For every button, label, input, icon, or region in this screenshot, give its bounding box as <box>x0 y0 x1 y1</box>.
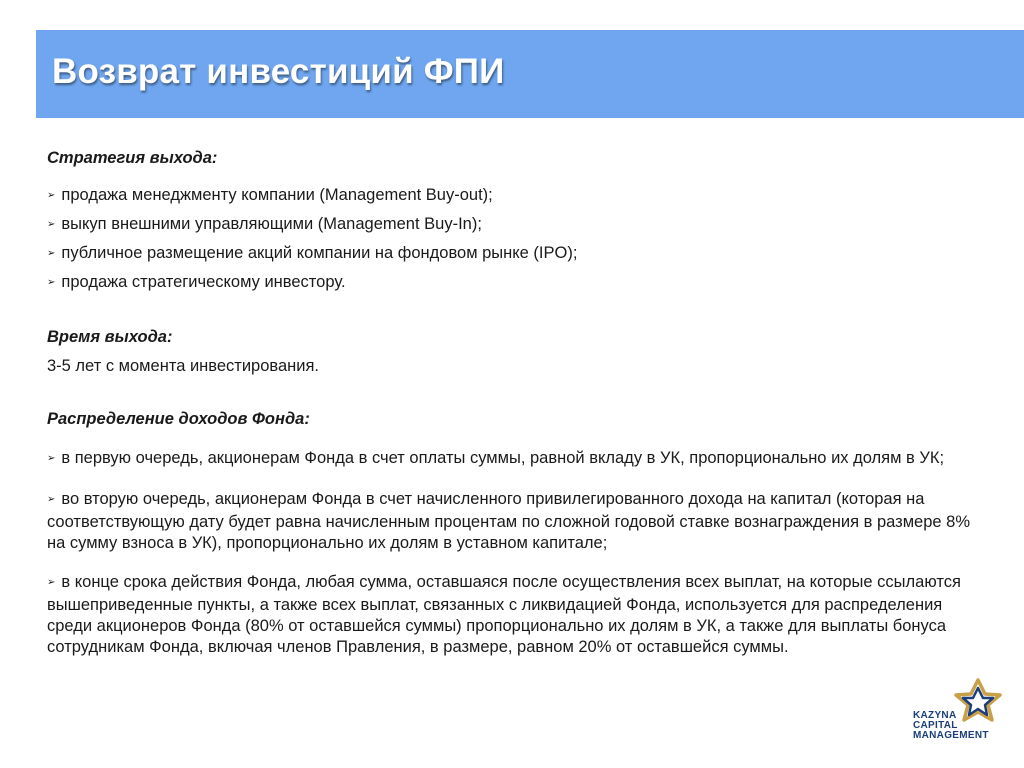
exit-strategy-list <box>47 185 982 295</box>
exit-time-heading: Время выхода: <box>47 328 173 346</box>
exit-time-text: 3-5 лет с момента инвестирования. <box>47 357 320 375</box>
distribution-heading: Распределение доходов Фонда: <box>47 410 310 428</box>
kazyna-logo-text: KAZYNA CAPITAL MANAGEMENT <box>913 710 989 741</box>
slide-content <box>47 148 982 676</box>
list-item: ➢ продажа менеджменту компании (Management Buy-out); <box>47 186 493 204</box>
title-bar <box>36 30 1024 118</box>
list-item: ➢ выкуп внешними управляющими (Management Buy-In); <box>47 215 482 233</box>
bullet-arrow-icon: ➢ <box>47 248 56 259</box>
exit-time-section <box>47 327 982 377</box>
bullet-arrow-icon: ➢ <box>47 494 56 505</box>
bullet-arrow-icon: ➢ <box>47 190 56 201</box>
list-item: ➢ в конце срока действия Фонда, любая сумма, оставшаяся после осуществления всех выплат, на которые ссылаются вышеприведенные пункты, а также всех выплат, связанных с ликвидацией Фонда, используется для распределения среди акционеров Фонда (80% от оставшейся суммы) пропорционально их долям в УК, а также для выплаты бонуса сотрудникам Фонда, включая членов Правления, в размере, равном 20% от оставшейся суммы. <box>47 573 961 656</box>
list-item: ➢ публичное размещение акций компании на фондовом рынке (IPO); <box>47 244 578 262</box>
bullet-arrow-icon: ➢ <box>47 219 56 230</box>
bullet-arrow-icon: ➢ <box>47 453 56 464</box>
distribution-list <box>47 448 982 658</box>
list-item: ➢ в первую очередь, акционерам Фонда в счет оплаты суммы, равной вкладу в УК, пропорционально их долям в УК; <box>47 449 945 467</box>
distribution-section <box>47 409 982 658</box>
list-item: ➢ во вторую очередь, акционерам Фонда в счет начисленного привилегированного дохода на капитал (которая на соответствующую дату будет равна начисленным процентам по сложной годовой ставке вознаграждения в размере 8% на сумму взноса в УК), пропорционально их долям в уставном капитале; <box>47 490 971 552</box>
list-item: ➢ продажа стратегическому инвестору. <box>47 273 346 291</box>
slide-title: Возврат инвестиций ФПИ <box>52 52 505 91</box>
exit-strategy-heading: Стратегия выхода: <box>47 149 218 167</box>
bullet-arrow-icon: ➢ <box>47 277 56 288</box>
bullet-arrow-icon: ➢ <box>47 577 56 588</box>
